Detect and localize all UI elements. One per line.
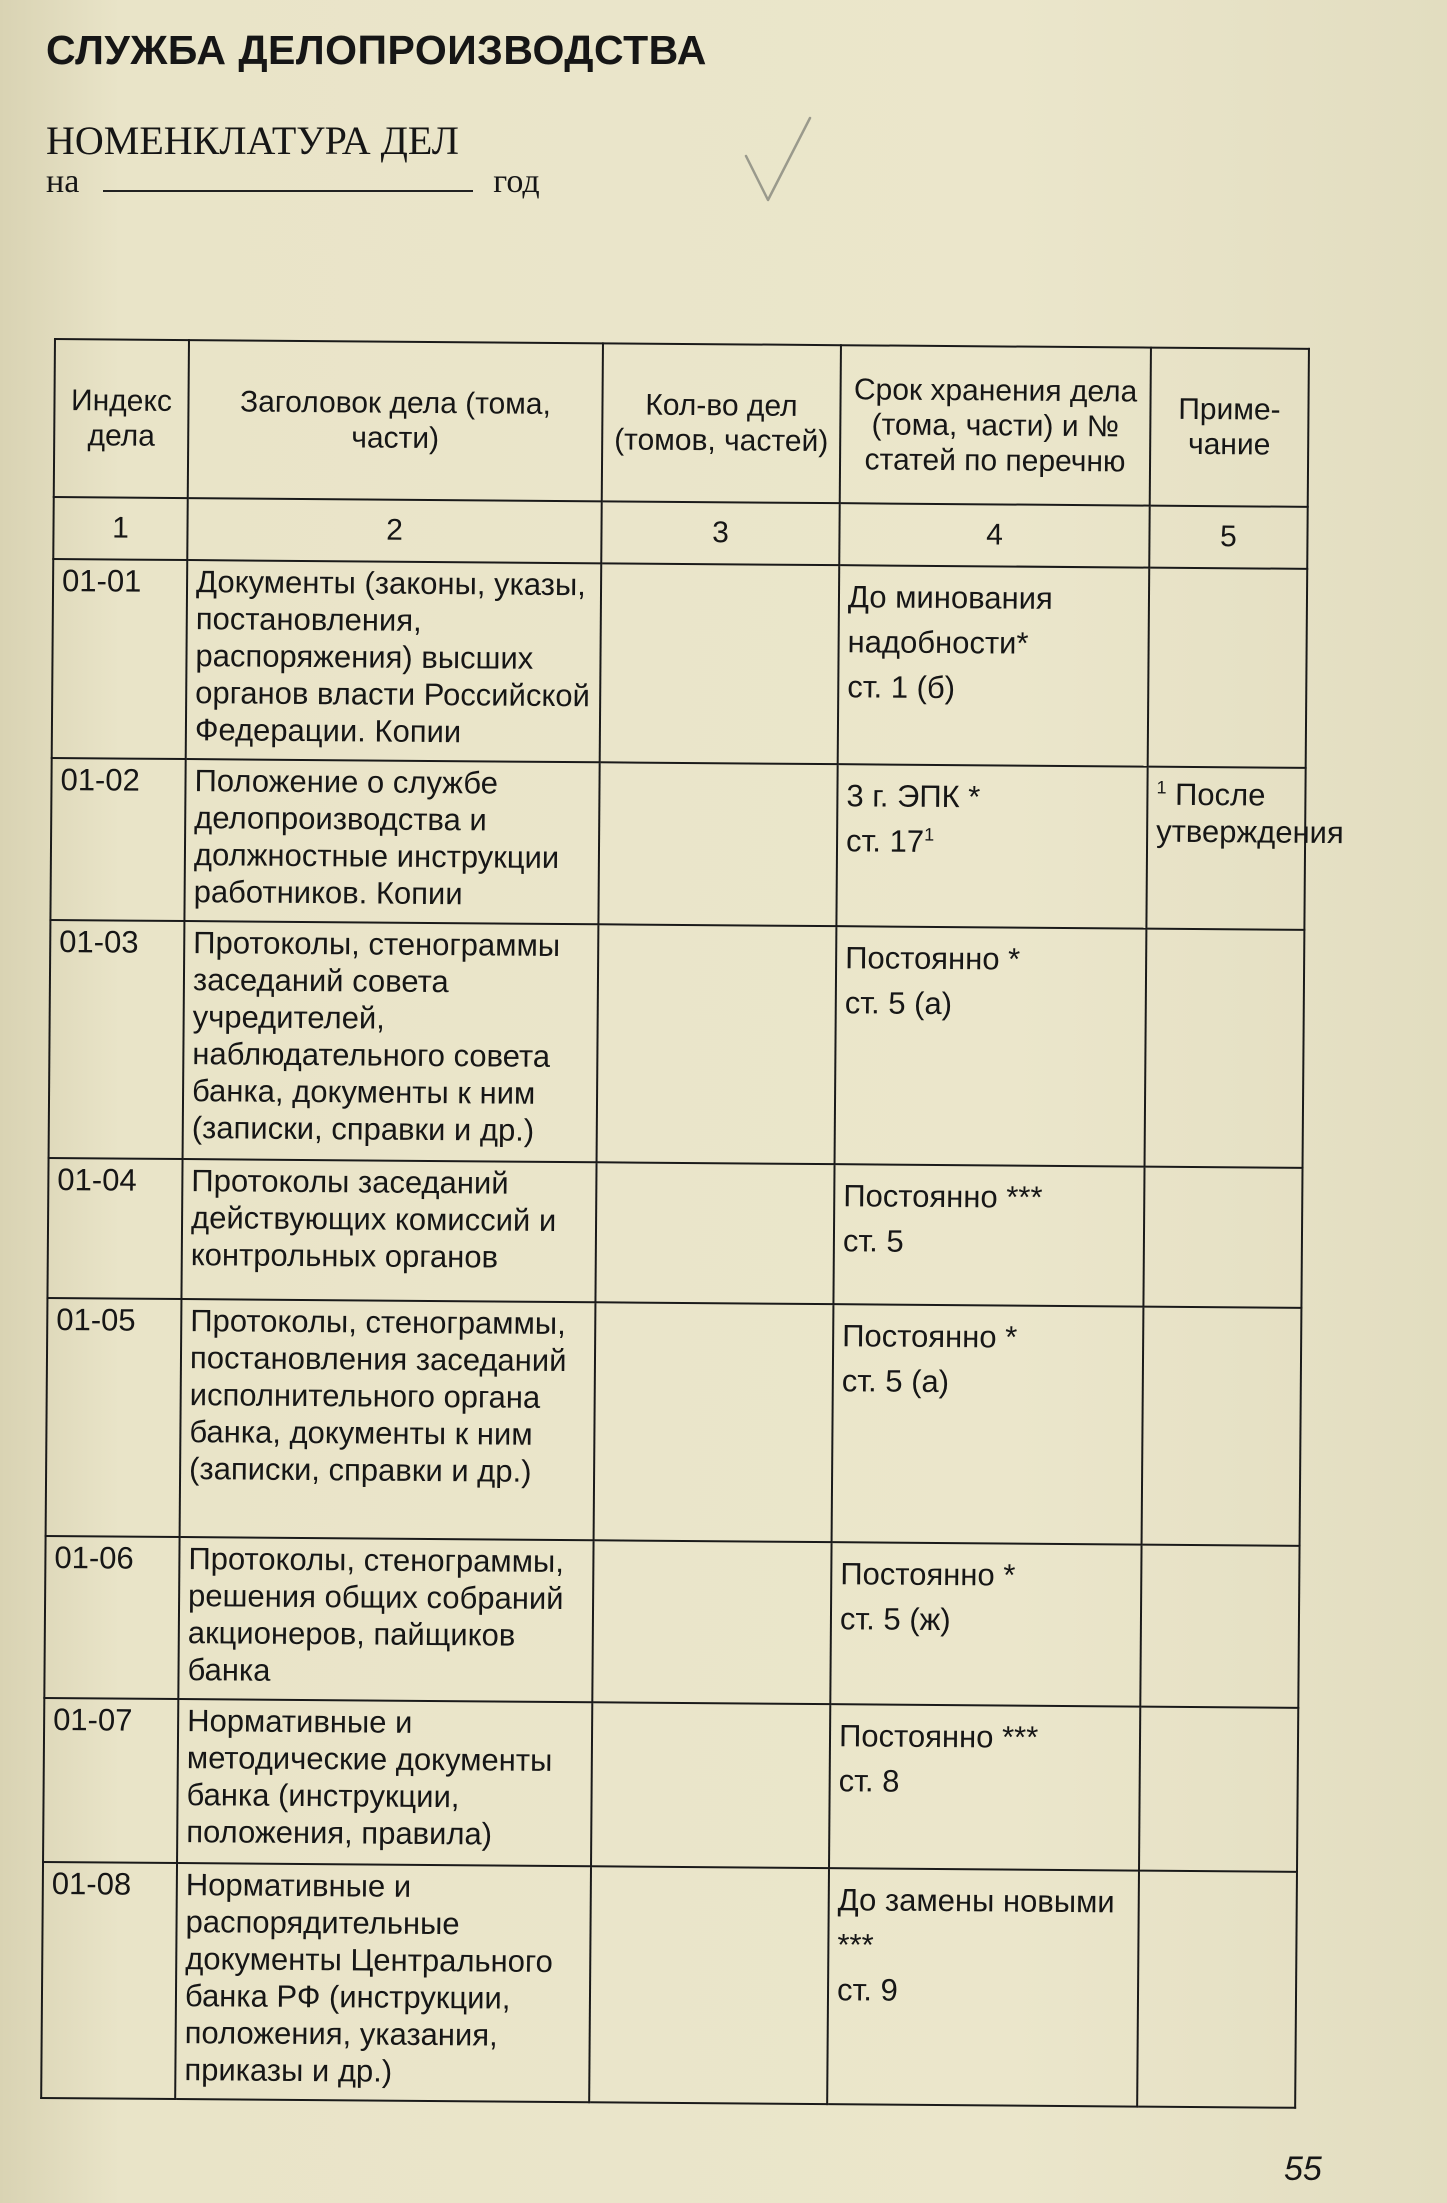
table-row (46, 1298, 1302, 1546)
case-title: Протоколы, стенограммы, решения общих собраний акционеров, пайщиков банка (178, 1537, 593, 1702)
case-count (594, 1302, 834, 1542)
article-text: ст. 17 (845, 823, 925, 859)
article-text: ст. 5 (ж) (839, 1601, 951, 1638)
storage-term (833, 1164, 1144, 1306)
article-ref (837, 1967, 1129, 2014)
article-ref (842, 1358, 1134, 1405)
article-text: ст. 9 (836, 1972, 898, 2008)
case-count (600, 563, 840, 764)
nomenclature-table (40, 338, 1344, 2109)
note-footnote-mark: 1 (1156, 777, 1167, 798)
term-text: До замены новыми *** (837, 1882, 1115, 1963)
case-note (1137, 1871, 1297, 2108)
table-row (49, 920, 1305, 1168)
term-text: Постоянно *** (843, 1178, 1043, 1215)
article-text: ст. 5 (842, 1223, 904, 1259)
checkmark-icon (740, 112, 830, 212)
case-note (1140, 1545, 1299, 1708)
note-text-wrap (1152, 1310, 1292, 1317)
term-text: Постоянно *** (838, 1718, 1039, 1755)
case-count (589, 1866, 829, 2104)
article-ref (846, 818, 1138, 865)
service-title: СЛУЖБА ДЕЛОПРОИЗВОДСТВА (46, 27, 707, 73)
year-line (46, 163, 707, 200)
header-title: Заголовок дела (тома, части) (188, 340, 603, 501)
case-title: Протоколы, стенограммы заседаний совета учредителей, наблюдательного совета банка, документы к ним (записки, справки и др.) (183, 921, 599, 1162)
year-suffix: год (493, 163, 540, 201)
term-text: Постоянно * (845, 940, 1021, 977)
case-note (1148, 568, 1308, 768)
year-prefix: на (46, 163, 80, 201)
article-ref (840, 1596, 1132, 1643)
note-text-wrap (1150, 1548, 1290, 1555)
case-count (595, 1162, 834, 1304)
column-number: 1 (53, 497, 187, 560)
header-term: Срок хранения дела (тома, части) и № статей по перечню (840, 345, 1151, 505)
case-index: 01-07 (43, 1698, 178, 1863)
table-body (41, 559, 1344, 2108)
table-row (43, 1698, 1298, 1872)
term-text: Постоянно * (842, 1318, 1018, 1355)
case-index: 01-08 (41, 1862, 177, 2099)
page-header (46, 28, 707, 200)
storage-term (827, 1868, 1139, 2106)
case-note (1145, 929, 1305, 1168)
nomenclature-title: НОМЕНКЛАТУРА ДЕЛ (46, 118, 459, 164)
case-title: Положение о службе делопроизводства и должностные инструкции работников. Копии (184, 759, 599, 924)
case-count (597, 924, 837, 1164)
article-text: ст. 5 (а) (841, 1363, 950, 1400)
article-ref (839, 1758, 1131, 1805)
note-text: После утверждения (1156, 776, 1344, 851)
article-ref (843, 1218, 1135, 1265)
column-number: 5 (1149, 506, 1307, 569)
storage-term (836, 764, 1147, 928)
column-number-row (53, 497, 1307, 569)
note-text-wrap (1148, 1874, 1288, 1881)
case-count (598, 762, 837, 926)
storage-term (830, 1542, 1141, 1706)
header-count: Кол-во дел (томов, частей) (602, 343, 841, 503)
table-row (52, 559, 1308, 768)
header-row (54, 339, 1309, 507)
storage-term (829, 1704, 1140, 1870)
case-title: Протоколы заседаний действующих комиссий и контрольных органов (181, 1159, 596, 1302)
year-blank-field (103, 166, 473, 192)
case-note (1139, 1707, 1298, 1872)
case-index: 01-03 (49, 920, 185, 1159)
term-text: 3 г. ЭПК * (846, 778, 981, 815)
table-row (44, 1536, 1299, 1708)
case-title: Нормативные и распорядительные документы Центрального банка РФ (инструкции, положения, указания, приказы и др.) (175, 1863, 591, 2102)
page-number: 55 (1284, 2150, 1322, 2188)
case-count (592, 1540, 831, 1704)
article-text: ст. 8 (838, 1763, 900, 1799)
note-text-wrap (1153, 1170, 1293, 1177)
case-note (1146, 767, 1344, 930)
note-text-wrap (1158, 571, 1298, 578)
header-index: Индекс дела (54, 339, 189, 498)
article-ref (847, 664, 1139, 711)
case-note (1143, 1167, 1302, 1308)
case-index: 01-05 (46, 1298, 182, 1537)
case-index: 01-04 (47, 1158, 182, 1299)
column-number: 4 (839, 503, 1149, 567)
note-text-wrap (1156, 770, 1344, 851)
column-number: 3 (601, 501, 839, 565)
case-index: 01-02 (50, 758, 185, 921)
term-text: Постоянно * (840, 1556, 1016, 1593)
storage-term (835, 926, 1147, 1166)
case-index: 01-01 (52, 559, 188, 759)
article-ref (845, 980, 1137, 1027)
column-number: 2 (187, 498, 601, 563)
note-text-wrap (1155, 932, 1295, 939)
storage-term (838, 565, 1150, 766)
article-text: ст. 5 (а) (844, 985, 953, 1022)
case-note (1142, 1307, 1302, 1546)
note-text-wrap (1149, 1710, 1289, 1717)
case-title: Документы (законы, указы, постановления, распоряжения) высших органов власти Российской Федерации. Копии (186, 560, 602, 762)
table-row (41, 1862, 1297, 2108)
case-count (591, 1702, 830, 1868)
article-footnote-mark: 1 (924, 824, 935, 845)
term-text: До минования надобности* (847, 579, 1053, 661)
table-row (50, 758, 1305, 930)
case-index: 01-06 (44, 1536, 179, 1699)
table-row (47, 1158, 1302, 1308)
article-text: ст. 1 (б) (847, 669, 956, 706)
storage-term (832, 1304, 1144, 1544)
header-note: Приме-чание (1150, 348, 1309, 507)
case-title: Протоколы, стенограммы, постановления заседаний исполнительного органа банка, документы к ним (записки, справки и др.) (180, 1299, 596, 1540)
case-title: Нормативные и методические документы банка (инструкции, положения, правила) (177, 1699, 592, 1866)
